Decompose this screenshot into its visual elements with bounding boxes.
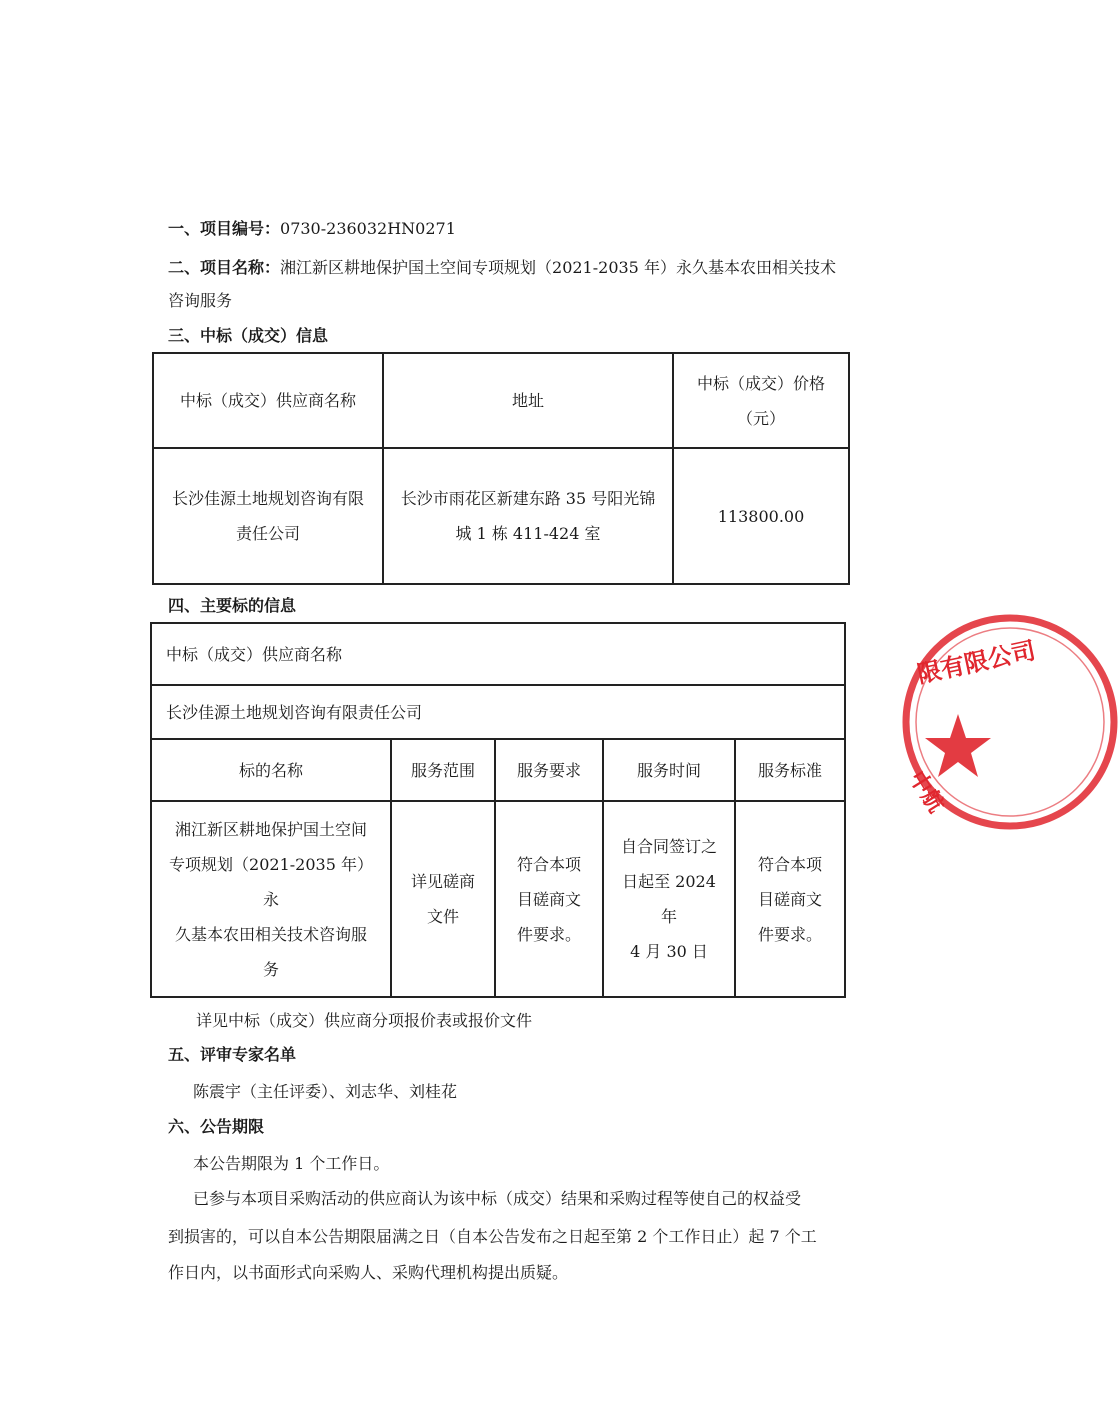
standard-line: 件要求。: [758, 924, 823, 944]
header-address: 地址: [383, 353, 673, 448]
cell-service-scope: [391, 801, 495, 997]
header-supplier-name: 中标（成交）供应商名称: [153, 353, 383, 448]
subject-name-line: 久基本农田相关技术咨询服: [174, 924, 367, 944]
cell-price: 113800.00: [673, 448, 849, 584]
project-number-value: 0730-236032HN0271: [280, 219, 456, 238]
standard-line: 符合本项: [758, 854, 823, 874]
scope-line: 详见磋商: [410, 872, 475, 891]
notice-period-heading: 六、公告期限: [168, 1117, 265, 1136]
experts-list: 陈震宇（主任评委）、刘志华、刘桂花: [193, 1082, 458, 1101]
notice-text-line1: 已参与本项目采购活动的供应商认为该中标（成交）结果和采购过程等使自己的权益受: [193, 1189, 802, 1208]
notice-period-text: 本公告期限为 1 个工作日。: [193, 1154, 390, 1173]
col-service-time: 服务时间: [603, 739, 735, 801]
project-number-label: 一、项目编号：: [168, 219, 281, 238]
header-price-line2: （元）: [736, 408, 785, 428]
subject-name-line: 湘江新区耕地保护国土空间: [174, 819, 367, 839]
cell-address-line2: 城 1 栋 411-424 室: [455, 524, 601, 543]
cell-service-standard: [735, 801, 845, 997]
cell-service-requirement: [495, 801, 603, 997]
notice-text-line2: 到损害的，可以自本公告期限届满之日（自本公告发布之日起至第 2 个工作日止）起 7 个工: [168, 1227, 817, 1246]
award-info-heading: 三、中标（成交）信息: [168, 326, 329, 345]
time-line: 日起至 2024 年: [622, 872, 716, 926]
main-subject-table: [150, 622, 846, 998]
requirement-line: 符合本项: [516, 854, 581, 874]
requirement-line: 目磋商文: [516, 889, 581, 909]
cell-address-line1: 长沙市雨花区新建东路 35 号阳光锦: [400, 489, 656, 508]
requirement-line: 件要求。: [516, 924, 581, 944]
header-price: [673, 353, 849, 448]
time-line: 自合同签订之: [620, 837, 717, 856]
project-name-label: 二、项目名称：: [168, 258, 281, 277]
experts-heading: 五、评审专家名单: [168, 1045, 297, 1064]
supplier-name-cell: 长沙佳源土地规划咨询有限责任公司: [151, 685, 845, 739]
time-line: 4 月 30 日: [630, 942, 708, 961]
award-info-table: [152, 352, 850, 585]
header-price-line1: 中标（成交）价格: [696, 373, 825, 393]
project-name-value-line1: 湘江新区耕地保护国土空间专项规划（2021-2035 年）永久基本农田相关技术: [280, 258, 836, 277]
project-number-line: [168, 218, 456, 240]
svg-text:限有限公司: 限有限公司: [914, 636, 1038, 689]
col-service-standard: 服务标准: [735, 739, 845, 801]
subject-name-line: 务: [262, 959, 279, 979]
col-service-scope: 服务范围: [391, 739, 495, 801]
col-service-requirement: 服务要求: [495, 739, 603, 801]
cell-supplier-line2: 责任公司: [235, 524, 300, 543]
cell-service-time: [603, 801, 735, 997]
notice-text-line3: 作日内，以书面形式向采购人、采购代理机构提出质疑。: [168, 1263, 569, 1282]
project-name-value-line2: 咨询服务: [168, 291, 233, 310]
project-name-line: [168, 257, 836, 279]
cell-supplier-line1: 长沙佳源土地规划咨询有限: [171, 489, 364, 508]
subject-name-line: 专项规划（2021-2035 年）永: [169, 854, 373, 909]
company-seal-icon: [900, 612, 1120, 832]
scope-line: 文件: [426, 907, 459, 926]
svg-text:中航: 中航: [903, 766, 949, 818]
main-subject-heading: 四、主要标的信息: [168, 596, 297, 615]
cell-subject-name: [151, 801, 391, 997]
quote-note: 详见中标（成交）供应商分项报价表或报价文件: [196, 1011, 533, 1030]
supplier-header-cell: 中标（成交）供应商名称: [151, 623, 845, 685]
cell-address: [383, 448, 673, 584]
standard-line: 目磋商文: [758, 889, 823, 909]
cell-supplier-name: [153, 448, 383, 584]
col-subject-name: 标的名称: [151, 739, 391, 801]
